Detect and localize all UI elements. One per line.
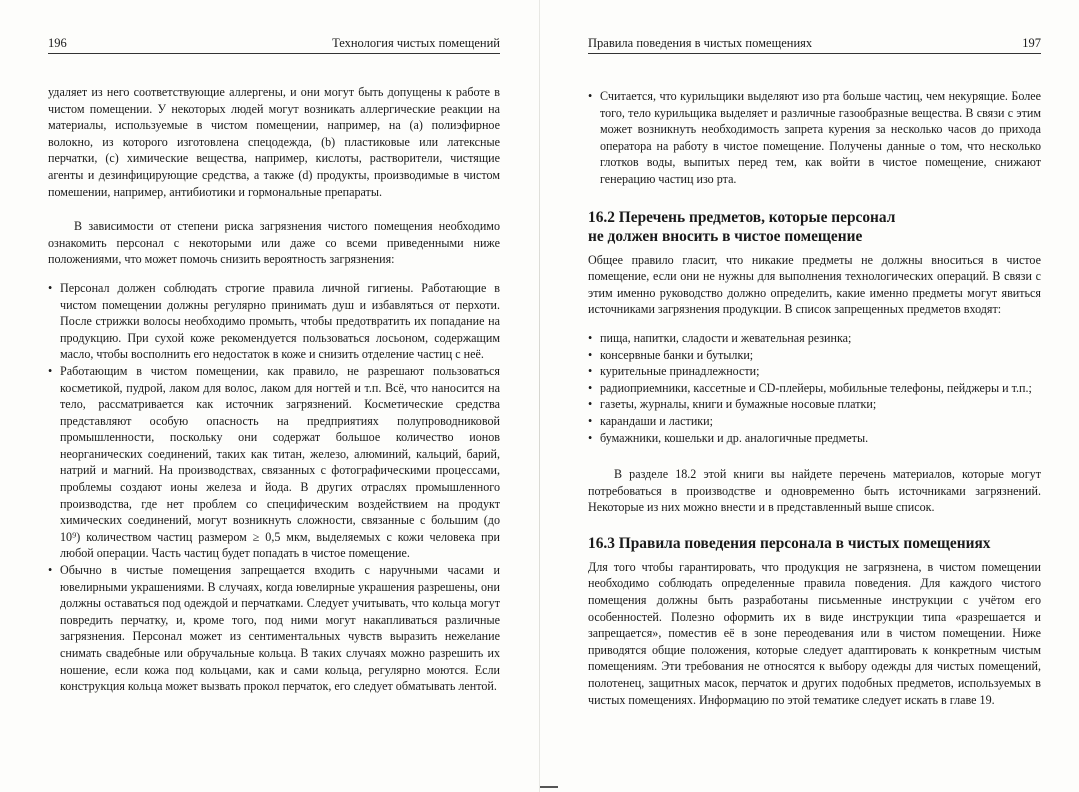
paragraph-16-2: Общее правило гласит, что никакие предметы не должны вноситься в чистое помещение, если они не нужны для выполнения технологических операций. В связи с этим именно руководство должно определить, какие именно предметы могут явиться источниками загрязнения продукции. В список запрещенных предметов входят: <box>588 252 1041 317</box>
list-item: • Обычно в чистые помещения запрещается входить с наручными часами и ювелирными украшениями. В случаях, когда ювелирные украшения разрешены, они должны оставаться под одеждой и перчатками. Следует учитывать, что кольца могут повредить перчатку, и, кроме того, под ними могут накапливаться различные загрязнения. Персонал может из сентиментальных чувств выразить нежелание снимать свадебные или обручальные кольца. В таких случаях можно разрешить их ношение, если кожа под кольцами, как и сами кольца, регулярно моются. Если конструкция кольца может вызвать прокол перчаток, его следует обматывать лентой. <box>48 562 500 695</box>
right-page <box>540 0 1079 792</box>
page-number-left: 196 <box>48 36 67 50</box>
paragraph-16-3: Для того чтобы гарантировать, что продукция не загрязнена, в чистом помещении необходимо соблюдать определенные правила поведения. Для каждого чистого помещения должны быть разработаны письменные инструкции с учётом его особенностей. Полезно оформить их в виде инструкции типа «разрешается и запрещается», поместив её в зоне переодевания или в чистом помещении. Ниже приводятся общие положения, которые следует адаптировать к конкретным чистым помещениям. Эти требования не относятся к выбору одежды для чистых помещений, полотенец, защитных масок, перчаток и других подобных предметов, используемых в чистых помещениях. Информацию по этой тематике следует искать в главе 19. <box>588 559 1041 707</box>
list-item: • Работающим в чистом помещении, как правило, не разрешают пользоваться косметикой, пудрой, лаком для волос, лаком для ногтей и т.п. Всё, что наносится на тело, рассматривается как источник загрязнений. Косметические средства представляют особую опасность на предприятиях полупроводниковой промышленности, поскольку они содержат большое количество ионов неорганических соединений, таких как титан, железо, алюминий, кальций, барий, натрий и магний. На производствах, связанных с фотографическими процессами, проблемы создают ионы железа и йода. В других отраслях промышленного производства, где нет проблем со специфическим воздействием на продукт химических соединений, могут возникнуть сложности, связанные с большим (до 10⁹) количеством частиц размером ≥ 0,5 мкм, выделяемых с кожи человека при любой операции. Часть частиц будет попадать в чистое помещение. <box>48 363 500 562</box>
running-head-left <box>48 36 500 54</box>
section-heading-16-2 <box>588 208 1041 246</box>
paragraph-continuation: удаляет из него соответствующие аллергены, и они могут быть допущены к работе в чистом помещении. У некоторых людей могут возникать аллергические реакции на материалы, используемые в чистом помещении, например, на (а) полиэфирное волокно, из которого изготовлена спецодежда, (b) пластиковые или латексные перчатки, (с) химические вещества, например, кислоты, растворители, чистящие агенты и дезинфицирующие средства, а также (d) продукты, производимые в чистом помешении, например, антибиотики и гормональные препараты. <box>48 85 500 199</box>
running-title-left: Технология чистых помещений <box>332 36 500 50</box>
list-item: • курительные принадлежности; <box>588 363 1041 380</box>
section-heading-line: 16.2 Перечень предметов, которые персонал <box>588 208 896 226</box>
forbidden-items-list <box>588 330 1041 446</box>
list-item: • радиоприемники, кассетные и CD-плейеры, мобильные телефоны, пейджеры и т.п.; <box>588 380 1041 397</box>
section-heading-line: не должен вносить в чистое помещение <box>588 227 863 245</box>
list-item: • Персонал должен соблюдать строгие правила личной гигиены. Работающие в чистом помещении должны регулярно принимать душ и избавляться от перхоти. После стрижки волосы необходимо промыть, чтобы предотвратить их попадание на продукцию. При сухой коже рекомендуется пользоваться лосьоном, содержащим масло, чтобы восполнить его недостаток в коже и снизить отделение частиц с неё. <box>48 280 500 363</box>
list-item: • пища, напитки, сладости и жевательная резинка; <box>588 330 1041 347</box>
running-head-right <box>588 36 1041 54</box>
smoking-list <box>588 88 1041 188</box>
list-item: • консервные банки и бутылки; <box>588 347 1041 364</box>
paragraph-reference: В разделе 18.2 этой книги вы найдете перечень материалов, которые могут потребоваться в производстве и одновременно быть источниками загрязнений. Некоторые из них можно внести и в представленный выше список. <box>588 467 1041 515</box>
running-title-right: Правила поведения в чистых помещениях <box>588 36 813 50</box>
scan-mark <box>540 786 558 788</box>
left-body <box>48 84 500 695</box>
page-number-right: 197 <box>1022 36 1041 50</box>
list-item: • бумажники, кошельки и др. аналогичные предметы. <box>588 430 1041 447</box>
list-item: • карандаши и ластики; <box>588 413 1041 430</box>
list-item: • газеты, журналы, книги и бумажные носовые платки; <box>588 396 1041 413</box>
list-item: • Считается, что курильщики выделяют изо рта больше частиц, чем некурящие. Более того, тело курильщика выделяет и различные газообразные вещества. В связи с этим может возникнуть необходимость запрета курения за несколько часов до прихода оператора на работу в чистое помещение. Получены данные о том, что несколько глотков воды, выпитых перед тем, как войти в чистое помещение, снижают генерацию частиц изо рта. <box>588 88 1041 188</box>
right-body <box>588 88 1041 708</box>
section-heading-16-3: 16.3 Правила поведения персонала в чистых помещениях <box>588 534 991 552</box>
rules-list <box>48 280 500 695</box>
paragraph-intro: В зависимости от степени риска загрязнения чистого помещения необходимо ознакомить персонал с некоторыми или даже со всеми приведенными ниже положениями, что может помочь снизить вероятность загрязнения: <box>48 219 500 267</box>
